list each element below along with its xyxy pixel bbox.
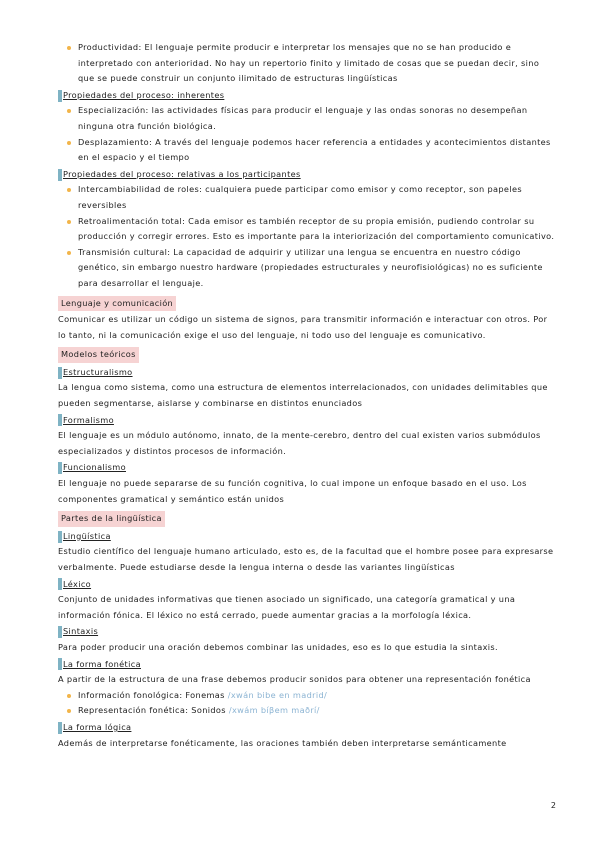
heading-marker — [58, 90, 62, 102]
heading-marker — [58, 367, 62, 379]
section-heading-modelos: Modelos teóricos — [58, 347, 139, 363]
list-item: Intercambiabilidad de roles: cualquiera puede participar como emisor y como receptor, son papeles reversibles — [64, 182, 558, 213]
paragraph: El lenguaje no puede separarse de su función cognitiva, lo cual impone un enfoque basado en el uso. Los componentes gramatical y semántico están unidos — [58, 478, 527, 504]
heading-marker — [58, 626, 62, 638]
phonemic-example: /xwán bibe en madrid/ — [227, 689, 328, 700]
subheading-lexico: Léxico — [58, 577, 558, 593]
subheading-forma-fonetica: La forma fonética — [58, 657, 558, 673]
page-number: 2 — [550, 801, 556, 810]
subheading-inherentes: Propiedades del proceso: inherentes — [58, 88, 558, 104]
list-item: Especialización: las actividades físicas para producir el lenguaje y las ondas sonoras no desempeñan ninguna otra función biológica. — [64, 103, 558, 134]
phonetic-example: /xwám bíβem maðrí/ — [228, 705, 320, 716]
paragraph: El lenguaje es un módulo autónomo, innato, de la mente-cerebro, dentro del cual existen varios submódulos especializados y distintos procesos de información. — [58, 430, 541, 456]
paragraph: La lengua como sistema, como una estructura de elementos interrelacionados, con unidades delimitables que pueden segmentarse, aislarse y combinarse en distintos enunciados — [58, 382, 548, 409]
paragraph: Además de interpretarse fonéticamente, las oraciones también deben interpretarse semánticamente — [58, 737, 507, 748]
paragraph: Estudio científico del lenguaje humano articulado, esto es, de la facultad que el hombre posee para expresarse verbalmente. Puede estudiarse desde la lengua interna o desde las variantes lingüísticas — [58, 546, 554, 572]
subheading-participantes: Propiedades del proceso: relativas a los participantes — [58, 167, 558, 183]
section-heading-lenguaje: Lenguaje y comunicación — [58, 296, 176, 312]
heading-marker — [58, 531, 62, 543]
list-item: Desplazamiento: A través del lenguaje podemos hacer referencia a entidades y acontecimientos distantes en el espacio y el tiempo — [64, 135, 558, 166]
subheading-linguistica: Lingüística — [58, 529, 558, 545]
list-item: Productividad: El lenguaje permite producir e interpretar los mensajes que no se han producido e interpretado con anterioridad. No hay un repertorio finito y limitado de cosas que se puedan decir, sino que se puede construir un conjunto ilimitado de estructuras lingüísticas — [64, 40, 558, 87]
section-heading-partes: Partes de la lingüística — [58, 511, 165, 527]
heading-marker — [58, 414, 62, 426]
document-page — [58, 40, 558, 751]
list-item: Retroalimentación total: Cada emisor es también receptor de su propia emisión, pudiendo controlar su producción y corregir errores. Esto es importante para la interiorización del comportamiento comunicativo. — [64, 214, 558, 245]
subheading-sintaxis: Sintaxis — [58, 624, 558, 640]
paragraph: Comunicar es utilizar un código un sistema de signos, para transmitir información e interactuar con otros. Por lo tanto, ni la comunicación exige el uso del lenguaje, ni todo uso del lenguaje es comunicativo. — [58, 314, 548, 340]
heading-marker — [58, 658, 62, 670]
subheading-funcionalismo: Funcionalismo — [58, 460, 558, 476]
heading-marker — [58, 722, 62, 734]
heading-marker — [58, 462, 62, 474]
subheading-formalismo: Formalismo — [58, 413, 558, 429]
paragraph: Conjunto de unidades informativas que tienen asociado un significado, una categoría gramatical y una información fónica. El léxico no está cerrado, puede aumentar gracias a la morfología léxica. — [58, 594, 516, 620]
paragraph: Para poder producir una oración debemos combinar las unidades, eso es lo que estudia la sintaxis. — [58, 641, 498, 652]
heading-marker — [58, 578, 62, 590]
paragraph: A partir de la estructura de una frase debemos producir sonidos para obtener una representación fonética — [58, 674, 531, 685]
list-item: Representación fonética: Sonidos /xwám bíβem maðrí/ — [64, 703, 558, 719]
list-item: Información fonológica: Fonemas /xwán bibe en madrid/ — [64, 688, 558, 704]
subheading-forma-logica: La forma lógica — [58, 720, 558, 736]
subheading-estructuralismo: Estructuralismo — [58, 365, 558, 381]
list-item: Transmisión cultural: La capacidad de adquirir y utilizar una lengua se encuentra en nuestro código genético, sin embargo nuestro hardware (propiedades estructurales y neurofisiológicas) no es suficiente para desarrollar el lenguaje. — [64, 245, 558, 292]
heading-marker — [58, 169, 62, 181]
